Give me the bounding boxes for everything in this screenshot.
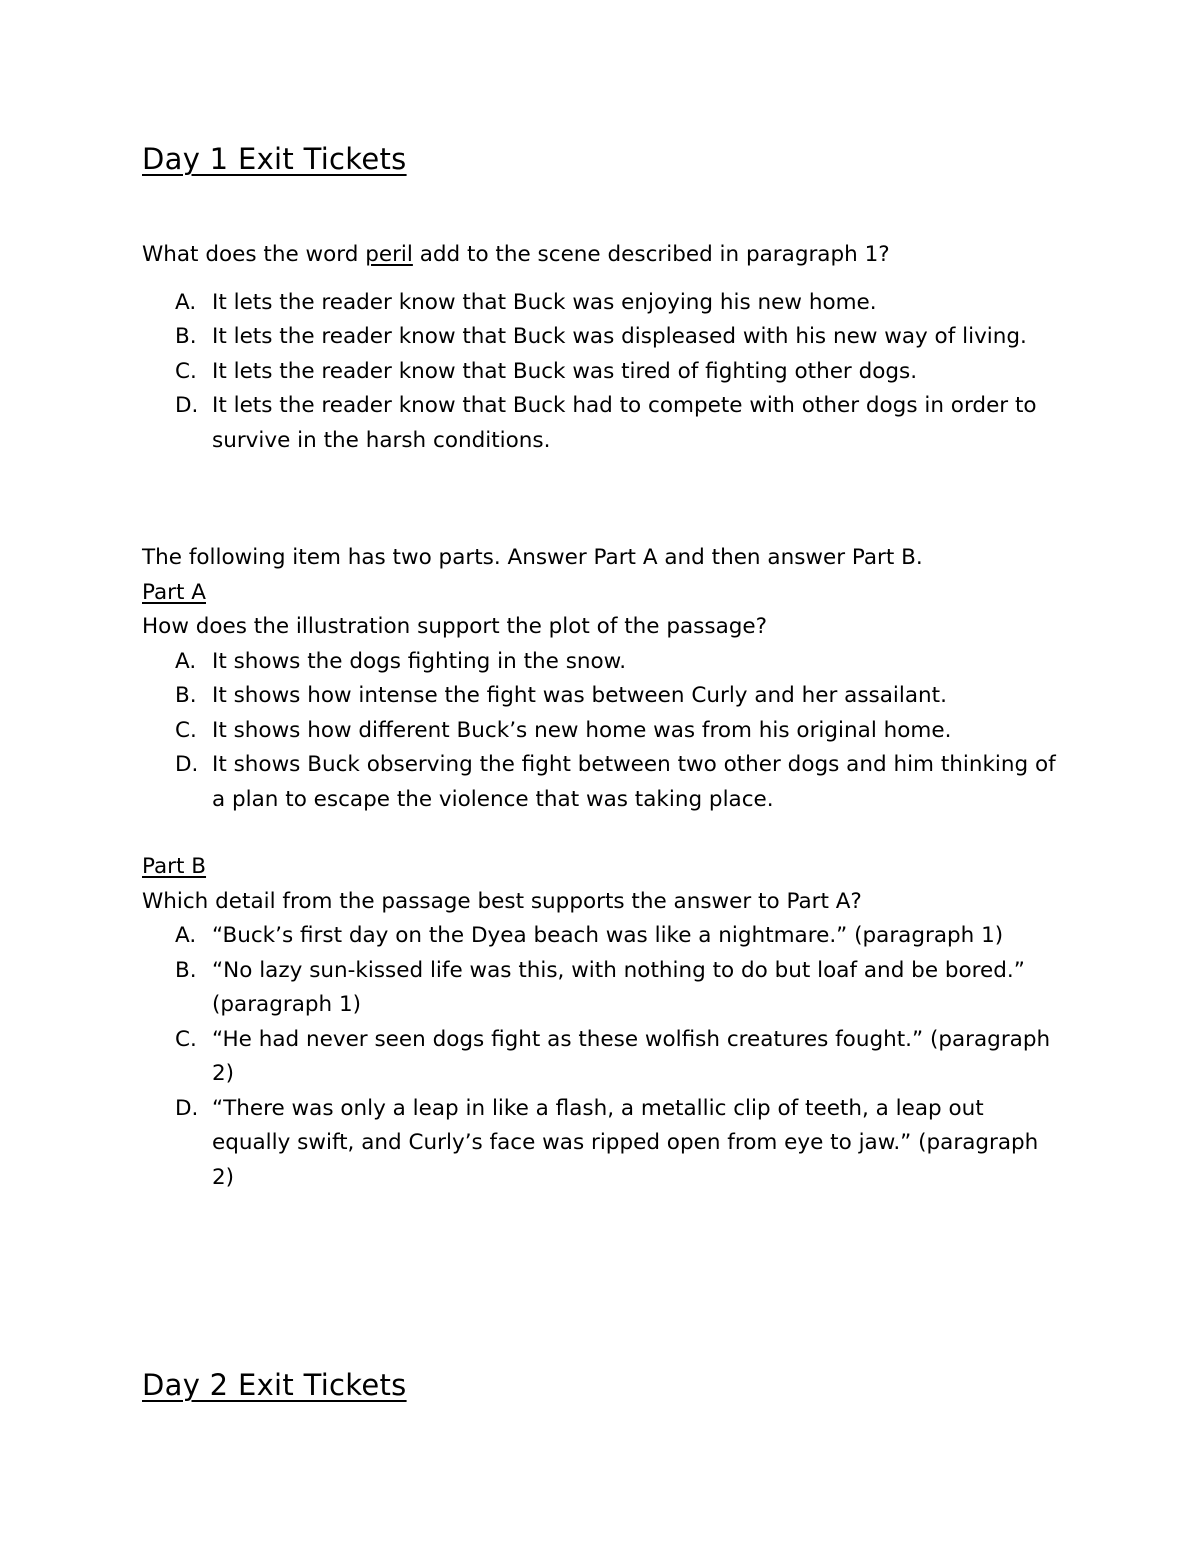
- part-b-label: Part B: [142, 854, 207, 879]
- choice-text: “He had never seen dogs fight as these wolfish creatures fought.” (paragraph 2): [212, 1026, 1051, 1086]
- part-b-choices: [142, 919, 1072, 1195]
- choice-letter: B.: [175, 324, 197, 349]
- choice-text: It shows the dogs fighting in the snow.: [212, 648, 627, 674]
- answer-choice: [142, 1092, 1062, 1196]
- part-b-prompt: Which detail from the passage best supports the answer to Part A?: [142, 888, 862, 914]
- choice-letter: C.: [175, 717, 197, 743]
- choice-letter: A.: [175, 923, 197, 948]
- day2-heading: Day 2 Exit Tickets: [142, 1368, 407, 1402]
- part-a-choices: [142, 645, 1072, 818]
- answer-choice: [142, 714, 1062, 749]
- part-a-label: Part A: [142, 579, 206, 605]
- prompt-text: What does the word: [142, 242, 366, 267]
- choice-letter: A.: [175, 289, 197, 315]
- answer-choice: [142, 355, 1062, 390]
- answer-choice: [142, 1023, 1062, 1092]
- choice-letter: A.: [175, 648, 197, 674]
- choice-letter: C.: [175, 1026, 197, 1052]
- choice-letter: C.: [175, 358, 197, 384]
- choice-text: It lets the reader know that Buck was tired of fighting other dogs.: [212, 358, 918, 384]
- choice-letter: D.: [175, 393, 199, 418]
- answer-choice: [142, 679, 1062, 714]
- question-2-part-a: [142, 541, 1072, 817]
- vocabulary-word: peril: [365, 242, 413, 267]
- choice-text: “Buck’s first day on the Dyea beach was like a nightmare.” (paragraph 1): [212, 923, 1004, 948]
- answer-choice: [142, 919, 1062, 954]
- answer-choice: [142, 748, 1062, 817]
- choice-text: It lets the reader know that Buck was displeased with his new way of living.: [212, 324, 1027, 349]
- choice-text: It lets the reader know that Buck was enjoying his new home.: [212, 289, 877, 315]
- choice-text: “No lazy sun-kissed life was this, with nothing to do but loaf and be bored.” (paragraph 1): [212, 957, 1025, 1017]
- answer-choice: [142, 286, 1062, 321]
- choice-letter: D.: [175, 752, 199, 777]
- question-2-part-b: [142, 850, 1072, 1195]
- question-1-prompt: [142, 238, 1072, 273]
- two-part-intro: The following item has two parts. Answer Part A and then answer Part B.: [142, 545, 923, 570]
- choice-letter: B.: [175, 957, 197, 983]
- choice-text: It shows how different Buck’s new home was from his original home.: [212, 717, 952, 743]
- choice-text: It shows how intense the fight was between Curly and her assailant.: [212, 683, 947, 708]
- part-a-prompt: How does the illustration support the plot of the passage?: [142, 614, 768, 639]
- answer-choice: [142, 954, 1062, 1023]
- choice-text: “There was only a leap in like a flash, a metallic clip of teeth, a leap out equally swift, and Curly’s face was ripped open from eye to jaw.” (paragraph 2): [212, 1095, 1039, 1190]
- question-1: [142, 238, 1072, 458]
- prompt-text: add to the scene described in paragraph 1?: [412, 242, 890, 267]
- answer-choice: [142, 320, 1062, 355]
- question-1-choices: [142, 286, 1072, 459]
- choice-letter: B.: [175, 683, 197, 708]
- answer-choice: [142, 645, 1062, 680]
- choice-text: It shows Buck observing the fight between two other dogs and him thinking of a plan to escape the violence that was taking place.: [212, 752, 1056, 812]
- choice-letter: D.: [175, 1095, 199, 1121]
- day1-heading: Day 1 Exit Tickets: [142, 142, 407, 176]
- answer-choice: [142, 389, 1062, 458]
- choice-text: It lets the reader know that Buck had to compete with other dogs in order to survive in the harsh conditions.: [212, 393, 1037, 453]
